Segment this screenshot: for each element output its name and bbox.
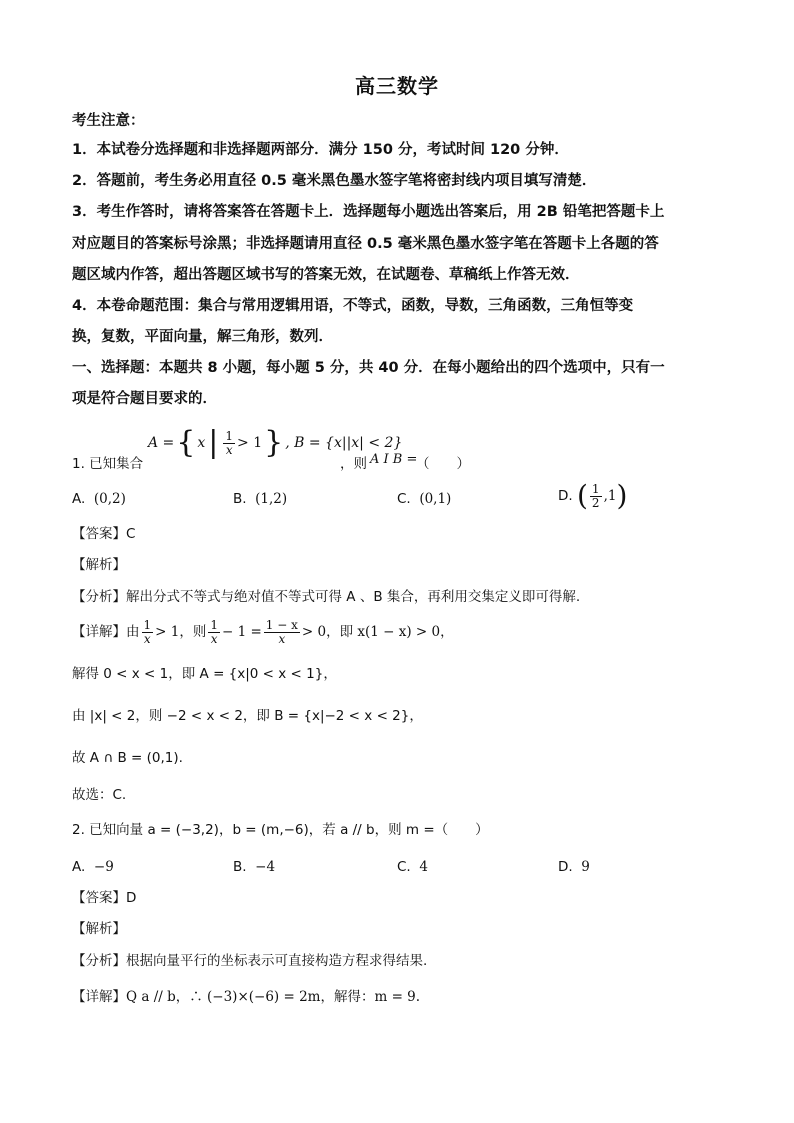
q2-stem: 2. 已知向量 a = (−3,2)，b = (m,−6)，若 a // b，则 m =（ ） [72, 822, 489, 838]
q1-setA-cond: > 1 [237, 435, 263, 451]
q1-detail-line1-c: − 1 = [221, 624, 262, 640]
notice-line-7: 换，复数，平面向量，解三角形，数列． [72, 329, 333, 345]
q1-fenxi-tag: 【分析】 [72, 589, 126, 605]
q1-option-d-paren-close: ) [616, 479, 628, 512]
q2-option-a-letter: A. [72, 859, 86, 875]
q2-detail [72, 987, 420, 1007]
q1-setA-label: A = [148, 435, 175, 451]
q1-setA-den: x [225, 442, 233, 457]
q1-stem-suffix: ，则 [340, 456, 367, 472]
q2-detail-tag: 【详解】 [72, 989, 126, 1005]
q1-detail-frac-3 [264, 619, 300, 646]
q2-option-b-letter: B. [233, 859, 247, 875]
d1-f3-num: 1 − x [265, 617, 298, 632]
q1-fenxi-text: 解出分式不等式与绝对值不等式可得 A 、B 集合，再利用交集定义即可得解. [126, 589, 581, 605]
q1-brace-open: { [176, 425, 196, 460]
q1-option-c-value: (0,1) [419, 491, 452, 507]
notice-line-6: 4．本卷命题范围：集合与常用逻辑用语，不等式，函数，导数，三角函数，三角恒等变 [72, 298, 634, 314]
section-heading-line-1: 一、选择题：本题共 8 小题，每小题 5 分，共 40 分．在每小题给出的四个选项中，只有一 [72, 360, 665, 376]
page-title: 高三数学 [355, 74, 439, 98]
q1-detail-line1-b: > 1，则 [155, 624, 207, 640]
d1-f2-den: x [210, 631, 218, 646]
q1-detail-line-4: 故 A ∩ B = (0,1). [72, 750, 183, 766]
q2-option-d-letter: D. [558, 859, 573, 875]
q1-option-d-letter: D. [558, 488, 573, 504]
q2-option-d-value: 9 [581, 859, 590, 875]
q1-brace-close: } [264, 425, 284, 460]
q1-option-d-value: ,1 [603, 488, 617, 504]
q1-stem-op: A I B = [370, 452, 418, 467]
q1-bar: | [208, 425, 219, 460]
q1-option-d-den: 2 [591, 495, 600, 510]
q1-setB: , B = {x||x| < 2} [285, 435, 403, 451]
q1-detail-tag: 【详解】 [72, 624, 126, 640]
q1-detail-frac-1 [142, 619, 154, 646]
q1-option-c-letter: C. [397, 491, 411, 507]
q2-option-b-value: −4 [255, 859, 276, 875]
q2-answer-value: D [126, 890, 137, 906]
q2-analysis-tag: 【解析】 [72, 921, 126, 937]
d1-f3-den: x [278, 631, 286, 646]
q1-option-b-letter: B. [233, 491, 247, 507]
d1-f1-den: x [143, 631, 151, 646]
q1-option-c [397, 489, 451, 509]
q1-fenxi [72, 587, 580, 607]
d1-f2-num: 1 [210, 617, 218, 632]
q1-option-b-value: (1,2) [255, 491, 288, 507]
q2-fenxi [72, 951, 427, 971]
q1-answer [72, 524, 135, 544]
q1-detail-line-2: 解得 0 < x < 1，即 A = {x|0 < x < 1}， [72, 666, 337, 682]
q1-answer-tag: 【答案】 [72, 526, 126, 542]
q2-option-c-value: 4 [419, 859, 428, 875]
q1-setA-num: 1 [225, 428, 234, 443]
q2-fenxi-text: 根据向量平行的坐标表示可直接构造方程求得结果. [126, 953, 428, 969]
q1-option-a-value: (0,2) [93, 491, 126, 507]
q2-option-c-letter: C. [397, 859, 411, 875]
q1-detail-frac-2 [208, 619, 220, 646]
q1-detail-line1-a: 由 [126, 624, 140, 640]
q2-option-a [72, 857, 114, 877]
q2-answer-tag: 【答案】 [72, 890, 126, 906]
section-heading-line-2: 项是符合题目要求的． [72, 391, 217, 407]
q1-option-a-letter: A. [72, 491, 86, 507]
q1-stem-blank: （ ） [416, 456, 470, 472]
q1-setA-frac [223, 430, 235, 457]
q1-setA-var: x [197, 435, 206, 451]
q1-stem-prefix: 1. 已知集合 [72, 456, 144, 472]
q1-detail-line-3: 由 |x| < 2，则 −2 < x < 2，即 B = {x|−2 < x < 2}， [72, 708, 423, 724]
q2-option-a-value: −9 [93, 859, 114, 875]
notice-line-5: 题区域内作答，超出答题区域书写的答案无效，在试题卷、草稿纸上作答无效． [72, 267, 580, 283]
notice-line-4: 对应题目的答案标号涂黑；非选择题请用直径 0.5 毫米黑色墨水签字笔在答题卡上各题的答 [72, 236, 659, 252]
q1-option-b [233, 489, 287, 509]
q1-detail-line-5: 故选：C. [72, 787, 127, 803]
q1-option-a [72, 489, 126, 509]
q2-option-b [233, 857, 275, 877]
q1-option-d-frac [590, 483, 602, 510]
notice-line-1: 1．本试卷分选择题和非选择题两部分．满分 150 分，考试时间 120 分钟． [72, 142, 569, 158]
q1-option-d-paren-open: ( [576, 479, 588, 512]
q1-detail-line-1 [72, 615, 454, 649]
q1-answer-value: C [126, 526, 136, 542]
d1-f1-num: 1 [143, 617, 152, 632]
q1-analysis-tag: 【解析】 [72, 557, 126, 573]
q2-option-c [397, 857, 428, 877]
q1-detail-line1-d: > 0，即 x(1 − x) > 0， [301, 624, 454, 640]
notice-line-2: 2．答题前，考生务必用直径 0.5 毫米黑色墨水签字笔将密封线内项目填写清楚． [72, 173, 597, 189]
q2-fenxi-tag: 【分析】 [72, 953, 126, 969]
notice-line-3: 3．考生作答时，请将答案答在答题卡上．选择题每小题选出答案后，用 2B 铅笔把答题卡上 [72, 204, 665, 220]
q1-option-d [558, 481, 627, 511]
notice-heading: 考生注意： [72, 113, 145, 129]
q2-answer [72, 888, 136, 908]
q1-option-d-num: 1 [591, 481, 600, 496]
q2-option-d [558, 857, 590, 877]
q2-detail-text: Q a // b，∴ (−3)×(−6) = 2m，解得：m = 9. [126, 989, 421, 1005]
